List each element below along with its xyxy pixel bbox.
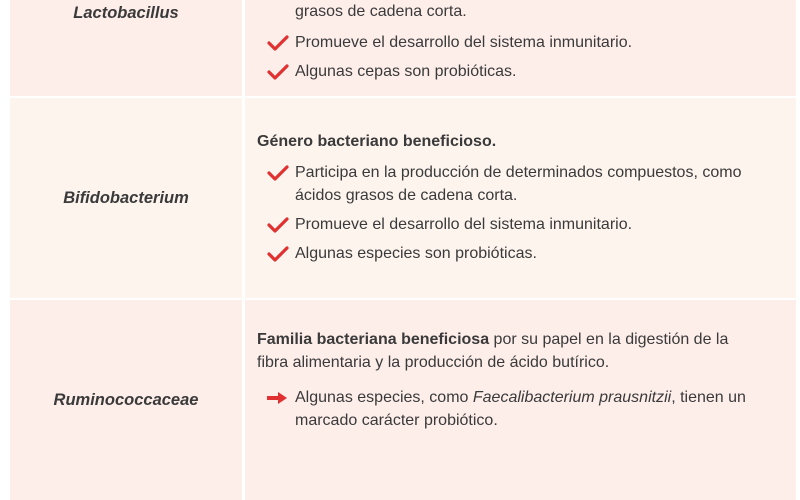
check-icon: [267, 164, 289, 182]
bacteria-description: [245, 300, 796, 500]
list-item: Algunas especies son probióticas.: [257, 242, 756, 265]
bacteria-name: [10, 300, 242, 500]
list-item: Participa en la producción de determinados compuestos, como ácidos grasos de cadena corta.: [257, 161, 756, 207]
bacteria-name-text: Bifidobacterium: [63, 188, 189, 207]
bacteria-name-text: Ruminococcaceae: [53, 390, 199, 409]
table-row: [10, 300, 796, 500]
bacteria-description: [245, 98, 796, 298]
list-item: Promueve el desarrollo del sistema inmunitario.: [257, 213, 756, 236]
check-icon: [267, 63, 289, 81]
table-row: [10, 98, 796, 298]
list-item: Algunas especies, como Faecalibacterium prausnitzii, tienen un marcado carácter probiótico.: [257, 386, 756, 432]
bacteria-name: [10, 0, 242, 96]
table-row: [10, 0, 796, 96]
list-item: grasos de cadena corta.: [295, 3, 467, 20]
arrow-right-icon: [267, 389, 289, 407]
bacteria-description: [245, 0, 796, 96]
description-heading: Familia bacteriana beneficiosa por su papel en la digestión de la fibra alimentaria y la producción de ácido butírico.: [257, 331, 729, 371]
bacteria-name: [10, 98, 242, 298]
list-item: Algunas cepas son probióticas.: [257, 60, 756, 83]
bacteria-name-text: Lactobacillus: [73, 4, 179, 22]
check-icon: [267, 216, 289, 234]
description-heading: Género bacteriano beneficioso.: [257, 133, 497, 150]
bacteria-table: [10, 0, 796, 500]
list-item: Promueve el desarrollo del sistema inmunitario.: [257, 31, 756, 54]
check-icon: [267, 245, 289, 263]
check-icon: [267, 34, 289, 52]
